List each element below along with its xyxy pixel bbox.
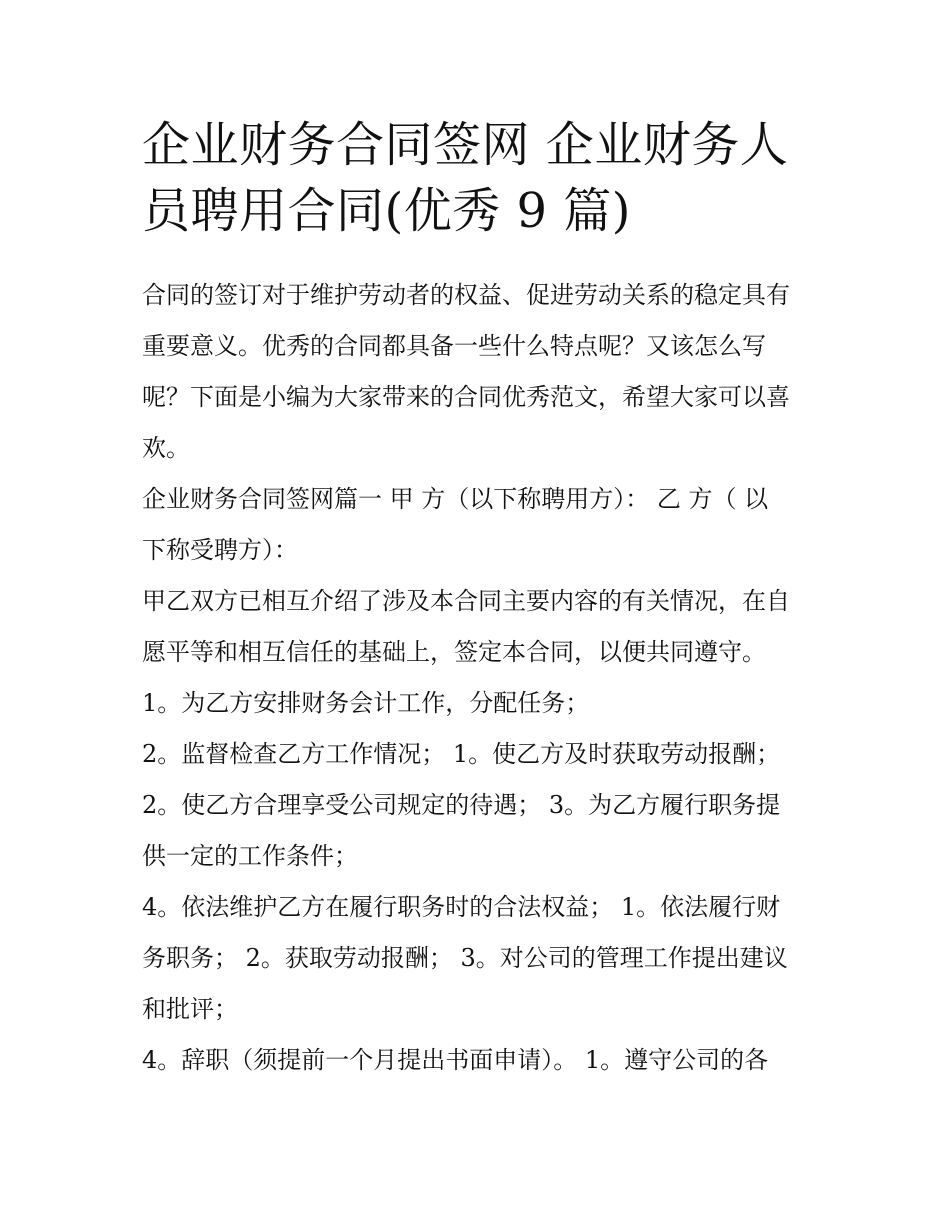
body-line: 2。使乙方合理享受公司规定的待遇； 3。为乙方履行职务提 xyxy=(142,791,781,819)
title-line-1: 企业财务合同签网 企业财务人 xyxy=(142,117,789,173)
body-line: 4。辞职（须提前一个月提出书面申请）。 1。遵守公司的各 xyxy=(142,1046,769,1074)
title-line-2: 员聘用合同(优秀 9 篇) xyxy=(142,183,632,239)
body-line: 下称受聘方）： xyxy=(142,536,298,564)
document-content xyxy=(142,112,822,1086)
body-line: 愿平等和相互信任的基础上，签定本合同，以便共同遵守。 xyxy=(142,638,766,666)
document-body xyxy=(142,270,822,1086)
document-title xyxy=(142,112,822,244)
body-line: 欢。 xyxy=(142,434,190,462)
body-line: 甲乙双方已相互介绍了涉及本合同主要内容的有关情况，在自 xyxy=(142,587,790,615)
body-line: 2。监督检查乙方工作情况； 1。使乙方及时获取劳动报酬； xyxy=(142,740,781,768)
body-line: 合同的签订对于维护劳动者的权益、促进劳动关系的稳定具有 xyxy=(142,281,790,309)
body-line: 1。为乙方安排财务会计工作，分配任务； xyxy=(142,689,590,717)
body-line: 务职务； 2。获取劳动报酬； 3。对公司的管理工作提出建议 xyxy=(142,944,788,972)
body-line: 呢？下面是小编为大家带来的合同优秀范文，希望大家可以喜 xyxy=(142,383,790,411)
body-line: 重要意义。优秀的合同都具备一些什么特点呢？又该怎么写 xyxy=(142,332,766,360)
body-line: 供一定的工作条件； xyxy=(142,842,358,870)
body-line: 4。依法维护乙方在履行职务时的合法权益； 1。依法履行财 xyxy=(142,893,781,921)
body-line: 企业财务合同签网篇一 甲 方（以下称聘用方）： 乙 方（ 以 xyxy=(142,485,769,513)
body-line: 和批评； xyxy=(142,995,238,1023)
